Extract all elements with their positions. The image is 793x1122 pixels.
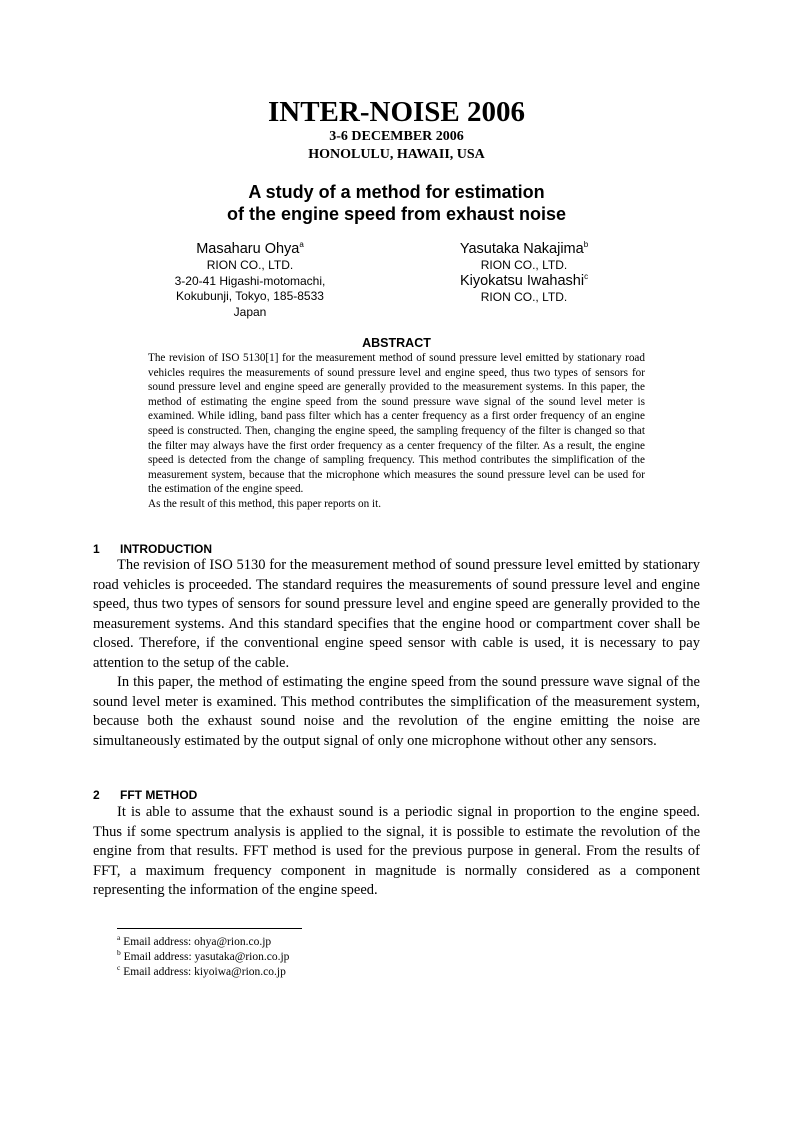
section-number: 1 [93, 542, 100, 556]
footnote-text: Email address: kiyoiwa@rion.co.jp [123, 966, 286, 979]
conference-title: INTER-NOISE 2006 [267, 96, 526, 128]
author-address-line-1: 3-20-41 Higashi-motomachi, [174, 273, 326, 288]
author-footnote-mark: a [299, 240, 304, 250]
footnote [117, 965, 289, 980]
section-body-introduction [93, 556, 700, 751]
abstract-text: The revision of ISO 5130[1] for the measurement method of sound pressure level emitted by stationary road vehicles requires the measurements of sound pressure level and engine speed, thus two types of sensors for sound pressure level and engine speed are generally provided to the measurement systems. In this paper, the method of estimating the engine speed from the sound pressure wave signal of the sound level meter is examined. While idling, band pass filter which has a center frequency as a first order frequency of an engine speed is constructed. Then, changing the engine speed, the sampling frequency of the filter is changed so that the filter may always have the first order frequency as a center frequency of the filter. As a result, the engine speed is detected from the change of sampling frequency. This method contributes the simplification of the measurement system, because that the microphone which measures the sound pressure level can be used for the estimation of the engine speed. [148, 352, 645, 496]
paragraph: In this paper, the method of estimating the engine speed from the sound pressure wave signal of the sound level meter is examined. This method contributes the simplification of the measurement system, because both the exhaust sound noise and the revolution of the engine emitting the noise are simultaneously estimated by the output signal of only one microphone without other any sensors. [93, 674, 700, 749]
conference-location: HONOLULU, HAWAII, USA [308, 147, 485, 162]
author-name-text: Kiyokatsu Iwahashi [459, 273, 585, 289]
section-number: 2 [93, 788, 100, 802]
author-right-1 [424, 240, 624, 274]
author-footnote-mark: b [583, 240, 589, 250]
conference-dates: 3-6 DECEMBER 2006 [329, 129, 464, 144]
section-heading-fft-method [93, 788, 197, 802]
author-right-2 [424, 272, 624, 306]
author-name [424, 240, 624, 258]
paragraph: The revision of ISO 5130 for the measurement method of sound pressure level emitted by stationary road vehicles is proceeded. The standard requires the measurements of sound pressure level and engine speed, thus two types of sensors for sound pressure level and engine speed are generally provided to the measurement systems. And this standard specifies that the engine hood or compartment cover shall be closed. Therefore, if the conventional engine speed sensor with cable is used, it is necessary to pay attention to the setup of the cable. [93, 557, 700, 671]
author-affiliation: RION CO., LTD. [480, 290, 568, 304]
section-heading-introduction [93, 542, 212, 556]
author-footnote-mark: c [584, 272, 589, 282]
paper-title-line-1: A study of a method for estimation [248, 182, 545, 202]
author-name [150, 240, 350, 258]
footnote-mark: c [117, 963, 121, 973]
author-country: Japan [233, 304, 267, 319]
author-affiliation: RION CO., LTD. [480, 258, 568, 272]
footnote [117, 935, 289, 950]
author-name-text: Yasutaka Nakajima [459, 241, 584, 257]
paragraph: It is able to assume that the exhaust sound is a periodic signal in proportion to the engine speed. Thus if some spectrum analysis is applied to the signal, it is possible to estimate the revolution of the engine from that results. FFT method is used for the previous purpose in general. From the results of FFT, a maximum frequency component in magnitude is normally considered as a component representing the information of the engine speed. [93, 804, 700, 898]
footnote-mark: b [117, 948, 121, 958]
author-affiliation: RION CO., LTD. [206, 258, 294, 272]
section-title: INTRODUCTION [120, 542, 212, 556]
paper-title-line-2: of the engine speed from exhaust noise [226, 204, 567, 224]
footnote-mark: a [117, 933, 121, 943]
author-address-line-2: Kokubunji, Tokyo, 185-8533 [176, 289, 324, 303]
footnotes [117, 935, 289, 981]
author-name [424, 272, 624, 290]
paper-title [0, 181, 793, 225]
section-title: FFT METHOD [120, 788, 198, 802]
abstract-heading: ABSTRACT [362, 336, 431, 350]
footnote-text: Email address: ohya@rion.co.jp [123, 936, 272, 948]
footnote [117, 950, 289, 965]
footnote-rule [117, 928, 302, 929]
footnote-text: Email address: yasutaka@rion.co.jp [123, 951, 290, 964]
section-body-fft-method [93, 803, 700, 901]
abstract-body [148, 351, 645, 512]
author-left [150, 240, 350, 320]
author-name-text: Masaharu Ohya [196, 241, 300, 257]
abstract-closing: As the result of this method, this paper reports on it. [148, 497, 382, 510]
